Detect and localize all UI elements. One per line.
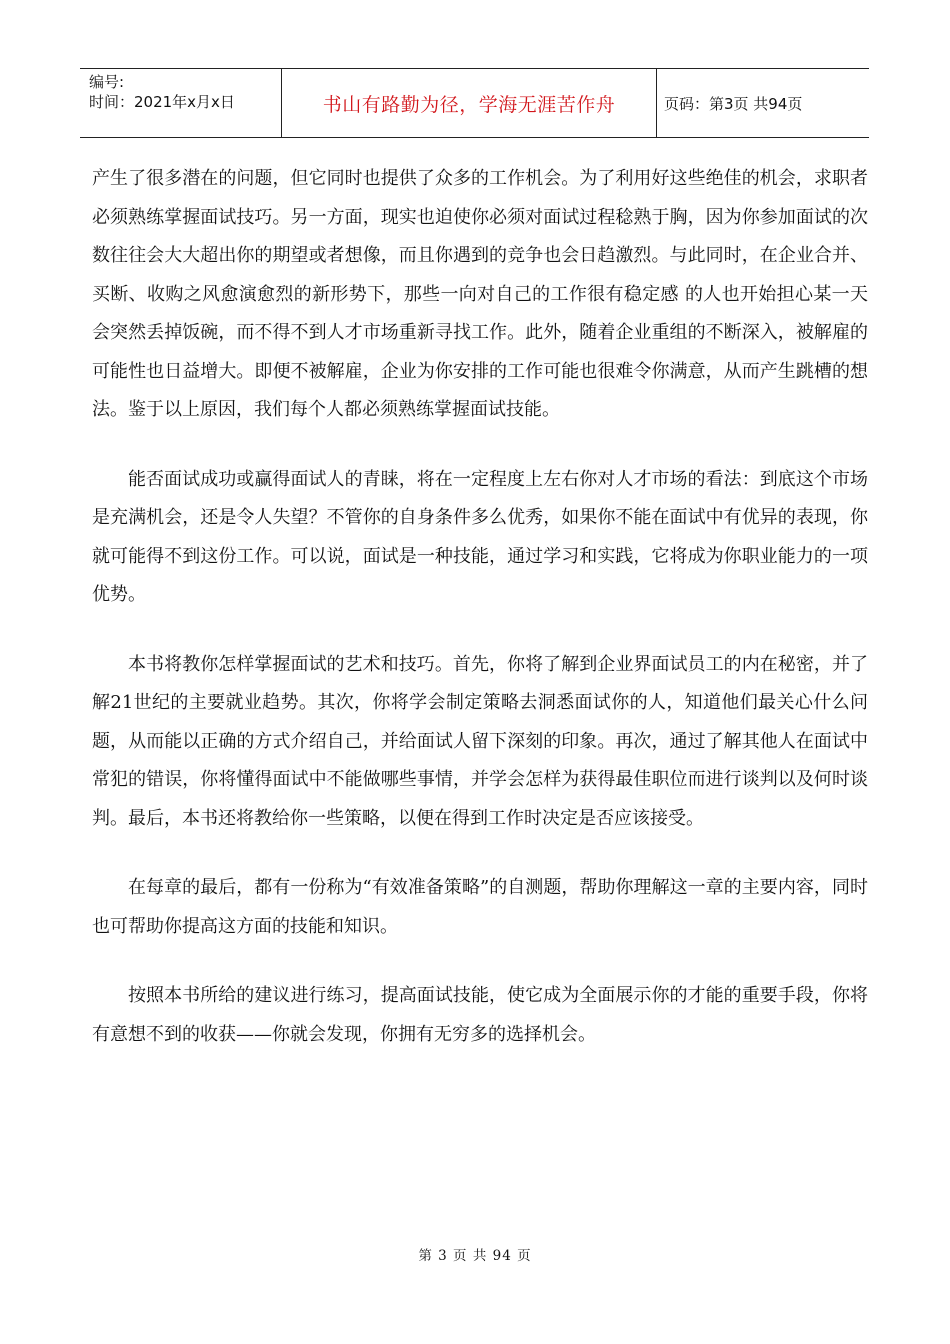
body-paragraph-3: 本书将教你怎样掌握面试的艺术和技巧。首先，你将了解到企业界面试员工的内在秘密，并了解21世纪的主要就业趋势。其次，你将学会制定策略去洞悉面试你的人，知道他们最关心什么问题，从而能以正确的方式介绍自己，并给面试人留下深刻的印象。再次，通过了解其他人在面试中常犯的错误，你将懂得面试中不能做哪些事情，并学会怎样为获得最佳职位而进行谈判以及何时谈判。最后，本书还将教给你一些策略，以便在得到工作时决定是否应该接受。 (92, 653, 868, 829)
body-paragraph-4: 在每章的最后，都有一份称为“有效准备策略”的自测题，帮助你理解这一章的主要内容，同时也可帮助你提高这方面的技能和知识。 (92, 877, 868, 937)
page-footer: 第 3 页 共 94 页 (418, 1248, 532, 1264)
document-time-label: 时间：2021年x月x日 (89, 93, 235, 111)
header-meta-cell (80, 69, 282, 137)
header-motto: 书山有路勤为径，学海无涯苦作舟 (282, 69, 657, 137)
header-page-code: 页码：第3页 共94页 (664, 94, 803, 113)
document-header (80, 68, 869, 138)
document-number-label: 编号: (89, 73, 125, 91)
body-paragraph-5: 按照本书所给的建议进行练习，提高面试技能，使它成为全面展示你的才能的重要手段，你将有意想不到的收获——你就会发现，你拥有无穷多的选择机会。 (92, 985, 868, 1045)
body-paragraph-1: 产生了很多潜在的问题，但它同时也提供了众多的工作机会。为了利用好这些绝佳的机会，求职者必须熟练掌握面试技巧。另一方面，现实也迫使你必须对面试过程稔熟于胸，因为你参加面试的次数往往会大大超出你的期望或者想像，而且你遇到的竞争也会日趋激烈。与此同时，在企业合并、买断、收购之风愈演愈烈的新形势下，那些一向对自己的工作很有稳定感 的人也开始担心某一天会突然丢掉饭碗，而不得不到人才市场重新寻找工作。此外，随着企业重组的不断深入，被解雇的可能性也日益增大。即便不被解雇，企业为你安排的工作可能也很难令你满意，从而产生跳槽的想法。鉴于以上原因，我们每个人都必须熟练掌握面试技能。 (92, 168, 868, 420)
body-paragraph-2: 能否面试成功或赢得面试人的青睐，将在一定程度上左右你对人才市场的看法：到底这个市场是充满机会，还是令人失望？不管你的自身条件多么优秀，如果你不能在面试中有优异的表现，你就可能得不到这份工作。可以说，面试是一种技能，通过学习和实践，它将成为你职业能力的一项优势。 (92, 468, 868, 605)
document-body (92, 160, 868, 1085)
